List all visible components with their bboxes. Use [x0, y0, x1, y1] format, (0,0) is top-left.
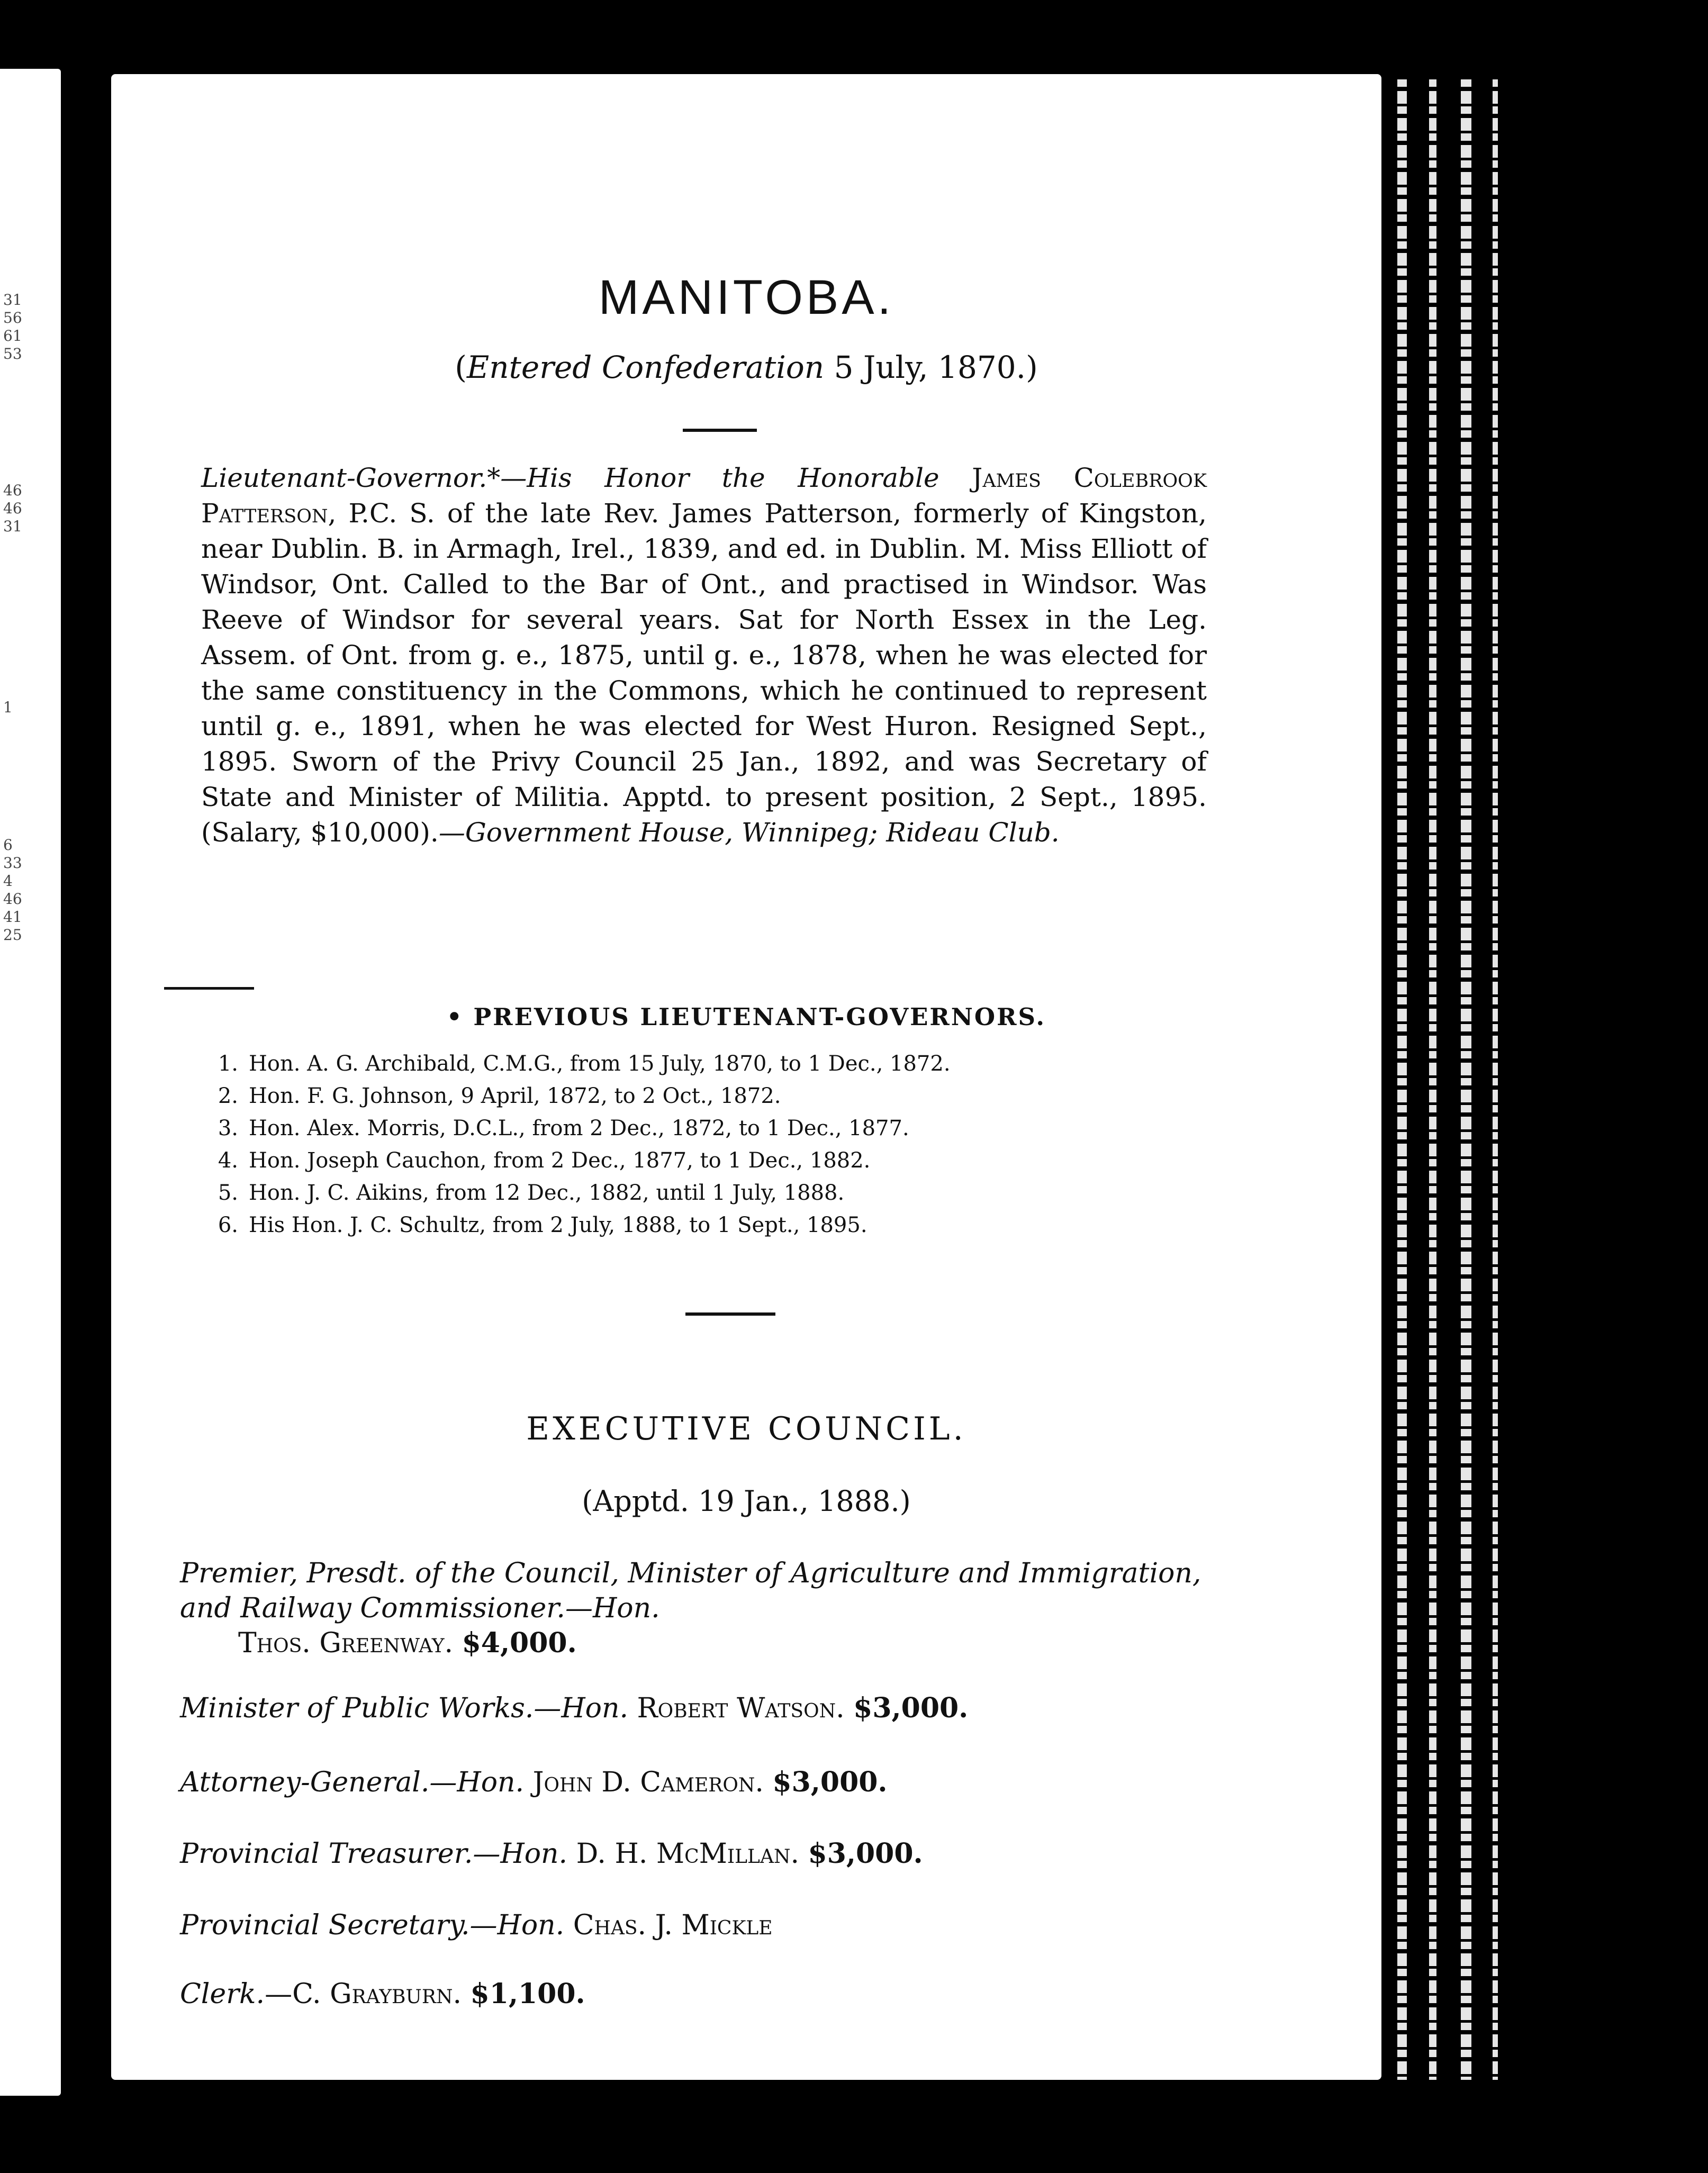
- salary: $1,100.: [470, 1978, 585, 2010]
- office-label: Clerk.: [180, 1978, 265, 2010]
- executive-council-date: (Apptd. 19 Jan., 1888.): [582, 1484, 911, 1518]
- list-item: 2. Hon. F. G. Johnson, 9 April, 1872, to 2 Oct., 1872.: [218, 1084, 781, 1108]
- office-label: Minister of Public Works.: [180, 1692, 534, 1724]
- office-label: Provincial Treasurer.: [180, 1838, 473, 1870]
- executive-council-heading: EXECUTIVE COUNCIL.: [526, 1410, 966, 1447]
- divider: [683, 429, 757, 432]
- previous-governors-heading: • PREVIOUS LIEUTENANT-GOVERNORS.: [446, 1003, 1046, 1031]
- honorific: —Hon.: [469, 1909, 565, 1941]
- biography: , P.C. S. of the late Rev. James Patterson, formerly of Kingston, near Dublin. B. in Armagh, Irel., 1839, and ed. in Dublin. M. Miss Elliott of Windsor, Ont. Called to the Bar of Ont., and practised in Windsor. Was Reeve of Windsor for several years. Sat for North Essex in the Leg. Assem. of Ont. from g. e., 1875, until g. e., 1878, when he was elected for the same constituency in the Commons, which he continued to represent until g. e., 1891, when he was elected for West Huron. Resigned Sept., 1895. Sworn of the Privy Council 25 Jan., 1892, and was Secretary of State and Minister of Militia. Apptd. to present position, 2 Sept., 1895. (Salary, $10,000).: [201, 498, 1207, 848]
- attorney-general-entry: [180, 1765, 1212, 1800]
- person-name: Thos. Greenway.: [238, 1627, 454, 1659]
- secretary-entry: [180, 1908, 1212, 1943]
- divider: [685, 1312, 775, 1316]
- salary: $3,000.: [853, 1692, 969, 1724]
- page-edge-shadow: [1493, 79, 1498, 2080]
- clerk-entry: [180, 1977, 1212, 2012]
- lieutenant-governor-entry: [201, 460, 1207, 850]
- adjacent-page-fragment: 6 33 4 46 41 25: [3, 836, 22, 944]
- page-edge-shadow: [1397, 79, 1407, 2080]
- list-item: 1. Hon. A. G. Archibald, C.M.G., from 15 July, 1870, to 1 Dec., 1872.: [218, 1052, 951, 1076]
- person-name: Chas. J. Mickle: [573, 1909, 773, 1941]
- person-name: Grayburn.: [330, 1978, 462, 2010]
- honorific: —His Honor the Honorable: [500, 463, 939, 493]
- list-item: 5. Hon. J. C. Aikins, from 12 Dec., 1882, until 1 July, 1888.: [218, 1181, 845, 1205]
- office-label: Attorney-General.: [180, 1767, 430, 1798]
- premier-entry: [180, 1556, 1212, 1661]
- person-name: Robert Watson.: [637, 1692, 845, 1724]
- person-name: John D. Cameron.: [532, 1767, 764, 1798]
- honorific: —Hon.: [473, 1838, 568, 1870]
- page-subtitle: (Entered Confederation 5 July, 1870.): [455, 349, 1038, 385]
- page-edge-shadow: [1461, 79, 1471, 2080]
- list-item: 6. His Hon. J. C. Schultz, from 2 July, 1888, to 1 Sept., 1895.: [218, 1213, 867, 1237]
- salary: $4,000.: [462, 1627, 577, 1659]
- honorific: —C.: [265, 1978, 321, 2010]
- page-edge-shadow: [1429, 79, 1436, 2080]
- office-label: Lieutenant-Governor.*: [201, 463, 501, 493]
- person-name: D. H. McMillan.: [576, 1838, 799, 1870]
- list-item: 4. Hon. Joseph Cauchon, from 2 Dec., 1877, to 1 Dec., 1882.: [218, 1148, 871, 1173]
- adjacent-page-fragment: 1: [3, 699, 13, 716]
- adjacent-page-strip: [0, 69, 61, 2096]
- honorific: —Hon.: [534, 1692, 628, 1724]
- previous-governors-list: [201, 1048, 1196, 1242]
- honorific: —Hon.: [429, 1767, 525, 1798]
- document-page: [111, 74, 1381, 2080]
- salary: $3,000.: [808, 1837, 923, 1870]
- office-label: Premier, Presdt. of the Council, Minister of Agriculture and Immigration, and Railway Commissioner.: [180, 1558, 1201, 1624]
- salary: $3,000.: [772, 1766, 888, 1798]
- footnote-divider: [164, 987, 254, 990]
- treasurer-entry: [180, 1836, 1212, 1871]
- page-title: MANITOBA.: [598, 270, 894, 324]
- person-name: James Colebrook Patterson: [201, 463, 1207, 529]
- office-label: Provincial Secretary.: [180, 1909, 470, 1941]
- adjacent-page-fragment: 31 56 61 53: [3, 291, 22, 363]
- list-item: 3. Hon. Alex. Morris, D.C.L., from 2 Dec., 1872, to 1 Dec., 1877.: [218, 1116, 909, 1140]
- adjacent-page-fragment: 46 46 31: [3, 482, 22, 535]
- public-works-entry: [180, 1691, 1212, 1726]
- address: —Government House, Winnipeg; Rideau Club.: [438, 817, 1060, 848]
- honorific: —Hon.: [565, 1592, 660, 1624]
